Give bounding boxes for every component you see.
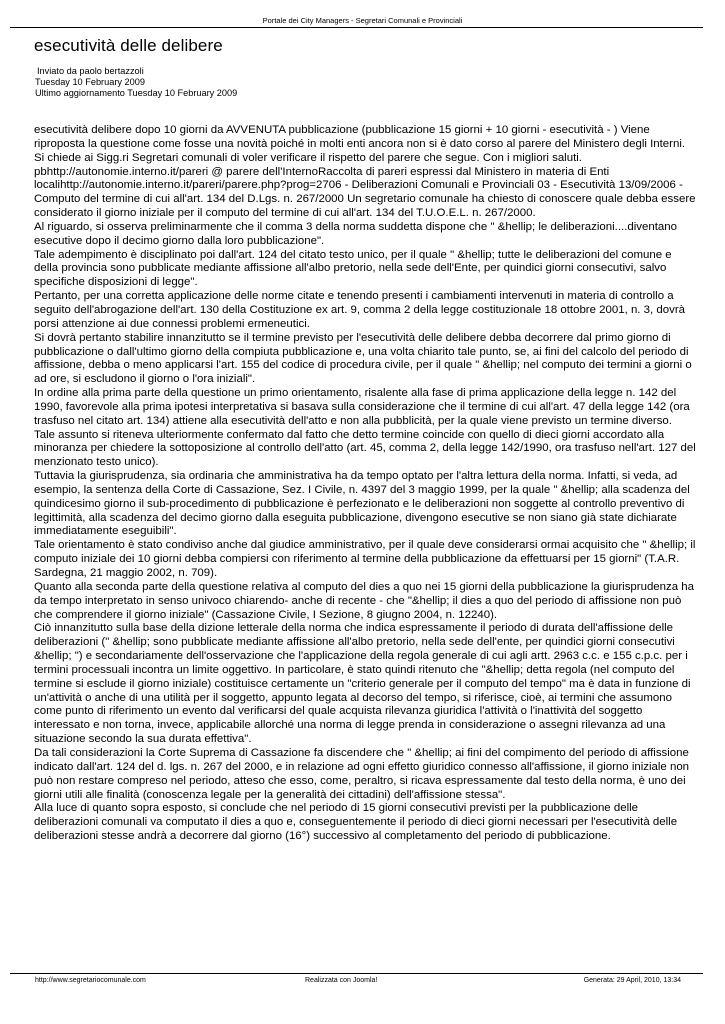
paragraph: Si dovrà pertanto stabilire innanzitutto se il termine previsto per l'esecutività delle delibere debba decorrere dal primo giorno di pubblicazione o dall'ultimo giorno della compiuta pubblicazione e, una volta chiarito tale punto, se, ai fini del calcolo del periodo di affissione, debba o meno applicarsi l'art. 155 del codice di procedura civile, per il quale " &hellip; nel computo dei termini a giorni o ad ore, si escludono il giorno o l'ora iniziali".	[34, 331, 692, 386]
paragraph: Quanto alla seconda parte della questione relativa al computo del dies a quo nei 15 giorni della pubblicazione la giurisprudenza ha da tempo interpretato in senso univoco chiarendo- anche di recente - che "&hellip; il dies a quo del periodo di affissione non può che comprendere il giorno iniziale" (Cassazione Civile, I Sezione, 8 giugno 2004, n. 12240).	[34, 580, 695, 621]
footer-credit: Realizzata con Joomla!	[305, 977, 378, 984]
paragraph: esecutività delibere dopo 10 giorni da AVVENUTA pubblicazione (pubblicazione 15 giorni + 10 giorni - esecutività - ) Viene riproposta la questione come fosse una novità poiché in molti enti ancora non si è dato corso al parere del Ministero degli Interni. Si chiede ai Sigg.ri Segretari comunali di voler verificare il rispetto del parere che segue. Con i migliori saluti. pbhttp://autonomie.interno.it/pareri @ parere dell'InternoRaccolta di pareri espressi dal Ministero in materia di Enti localihttp://autonomie.interno.it/pareri/parere.php?prog=2706 - Deliberazioni Comunali e Provinciali 03 - Esecutività 13/09/2006 - Computo del termine di cui all'art. 134 del D.Lgs. n. 267/2000 Un segretario comunale ha chiesto di conoscere quale debba essere considerato il giorno iniziale per il computo del termine di cui all'art. 134 del T.U.O.E.L. n. 267/2000.	[34, 124, 696, 220]
paragraph: Tale adempimento è disciplinato poi dall'art. 124 del citato testo unico, per il quale " &hellip; tutte le deliberazioni del comune e della provincia sono pubblicate mediante affissione all'albo pretorio, nella sede dell'Ente, per quindici giorni consecutivi, salvo specifiche disposizioni di legge".	[34, 248, 672, 289]
author-line: Inviato da paolo bertazzoli	[37, 66, 144, 76]
footer-url: http://www.segretariocomunale.com	[35, 977, 146, 984]
paragraph: Alla luce di quanto sopra esposto, si conclude che nel periodo di 15 giorni consecutivi previsti per la pubblicazione delle deliberazioni comunali va computato il dies a quo e, conseguentemente il periodo di dieci giorni necessari per l'esecutività delle deliberazioni stesse andrà a decorrere dal giorno (16°) successivo al completamento del periodo di pubblicazione.	[34, 802, 678, 843]
article-body	[34, 124, 698, 844]
header-divider	[10, 27, 703, 28]
paragraph: Da tali considerazioni la Corte Suprema di Cassazione fa discendere che " &hellip; ai fini del compimento del periodo di affissione indicato dall'art. 124 del d. lgs. n. 267 del 2000, e in relazione ad ogni effetto giuridico connesso all'affissione, il giorno iniziale non può non restare compreso nel periodo, atteso che esso, come, peraltro, si ricava espressamente dal testo della norma, è uno dei giorni utili alle finalità (conoscenza legale per la generalità dei cittadini) dell'affissione stessa".	[34, 746, 690, 801]
paragraph: Ciò innanzitutto sulla base della dizione letterale della norma che indica espressamente il periodo di durata dell'affissione delle deliberazioni (" &hellip; sono pubblicate mediante affissione all'albo pretorio, nella sede dell'ente, per quindici giorni consecutivi &hellip; ") e secondariamente dell'osservazione che l'applicazione della regola generale di cui agli artt. 2963 c.c. e 155 c.p.c. per i termini processuali incontra un limite oggettivo. In particolare, è stato quindi ritenuto che "&hellip; detta regola (nel computo del termine si esclude il giorno iniziale) costituisce certamente un "criterio generale per il computo del tempo" ma è data in funzione di un'attività o anche di una utilità per il soggetto, appunto legata al decorso del tempo, si riferisce, cioè, ai termini che assumono come punto di riferimento un evento dal verificarsi del quale acquista rilevanza giuridica l'attività o l'inattività del soggetto interessato e non torna, invece, applicabile allorché una norma di legge prenda in considerazione o assegni rilevanza ad una situazione secondo la sua durata effettiva".	[34, 622, 691, 746]
article-title: esecutività delle delibere	[34, 36, 223, 55]
footer-generated: Generata: 29 April, 2010, 13:34	[583, 977, 681, 984]
footer-divider	[10, 973, 703, 974]
paragraph: Pertanto, per una corretta applicazione delle norme citate e tenendo presenti i cambiamenti intervenuti in materia di controllo a seguito dell'abrogazione dell'art. 130 della Costituzione ex art. 9, comma 2 della legge costituzionale 18 ottobre 2001, n. 3, dovrà porsi attenzione ai due connessi problemi ermeneutici.	[34, 290, 685, 330]
paragraph: In ordine alla prima parte della questione un primo orientamento, risalente alla fase di prima applicazione della legge n. 142 del 1990, favorevole alla prima ipotesi interpretativa si basava sulla considerazione che il termine di cui all'art. 47 della legge 142 (ora trasfuso nel citato art. 134) attiene alla esecutività dell'atto e non alla pubblicità, per la quale viene previsto un termine diverso.	[34, 387, 690, 427]
paragraph: Al riguardo, si osserva preliminarmente che il comma 3 della norma suddetta dispone che " &hellip; le deliberazioni....diventano esecutive dopo il decimo giorno dalla loro pubblicazione".	[34, 220, 677, 247]
site-header-title: Portale dei City Managers - Segretari Comunali e Provinciali	[262, 16, 463, 25]
updated-line: Ultimo aggiornamento Tuesday 10 February 2009	[35, 88, 238, 98]
paragraph: Tuttavia la giurisprudenza, sia ordinaria che amministrativa ha da tempo optato per l'altra lettura della norma. Infatti, si veda, ad esempio, la sentenza della Corte di Cassazione, Sez. I Civile, n. 4397 del 3 maggio 1999, per la quale " &hellip; alla scadenza del quindicesimo giorno il sub-procedimento di pubblicazione è perfezionato e le deliberazioni non soggette al controllo preventivo di legittimità, alla scadenza del decimo giorno dalla eseguita pubblicazione, divengono esecutive se non siano già state dichiarate immediatamente eseguibili".	[34, 470, 690, 538]
paragraph: Tale orientamento è stato condiviso anche dal giudice amministrativo, per il quale deve considerarsi ormai acquisito che " &hellip; il computo iniziale dei 10 giorni debba compiersi con riferimento al termine della pubblicazione da effettuarsi per 15 giorni" (T.A.R. Sardegna, 21 maggio 2002, n. 709).	[34, 539, 696, 579]
paragraph: Tale assunto si riteneva ulteriormente confermato dal fatto che detto termine coincide con quello di dieci giorni accordato alla minoranza per chiedere la sottoposizione al controllo dell'atto (art. 45, comma 2, della legge 142/1990, ora trasfuso nell'art. 127 del menzionato testo unico).	[34, 428, 696, 469]
article-meta	[35, 66, 237, 99]
date-line: Tuesday 10 February 2009	[35, 77, 145, 87]
